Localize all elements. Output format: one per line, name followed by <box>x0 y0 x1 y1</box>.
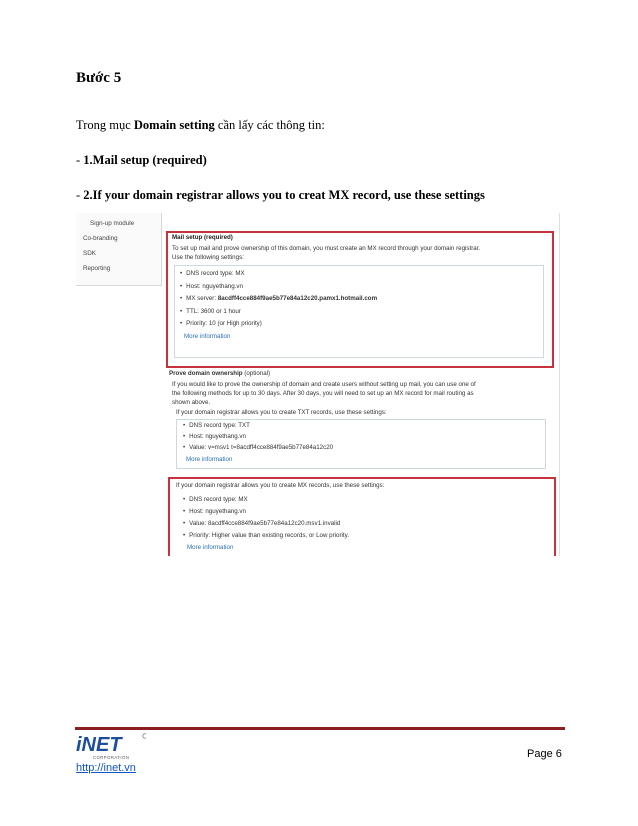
inet-logo-graphic <box>76 732 146 762</box>
txt-intro: If your domain registrar allows you to create TXT records, use these settings: <box>176 409 387 416</box>
mail-setup-item: • DNS record type: MX <box>180 270 245 277</box>
txt-item: • Host: nguyethang.vn <box>183 433 246 440</box>
intro-after: cần lấy các thông tin: <box>214 118 325 132</box>
step-heading: Bước 5 <box>76 70 122 86</box>
item-2 <box>76 188 485 203</box>
mx-item: • Priority: Higher value than existing records, or Low priority. <box>183 532 349 539</box>
mx-item: • Host: nguyethang.vn <box>183 508 246 515</box>
mx-item: • DNS record type: MX <box>183 496 248 503</box>
item-1-text: 1.Mail setup (required) <box>83 153 207 167</box>
item-1-dash: - <box>76 153 84 167</box>
prove-desc-2: the following methods for up to 30 days. After 30 days, you will need to set up an MX record for mail routing as <box>172 390 474 397</box>
item-2-text: 2.If your domain registrar allows you to creat MX record, use these settings <box>83 188 485 202</box>
footer-url-link[interactable]: http://inet.vn <box>76 762 136 774</box>
domain-settings-screenshot <box>76 213 560 556</box>
prove-optional: (optional) <box>242 370 271 377</box>
mx-more-info-link[interactable]: More information <box>187 544 234 551</box>
mail-setup-item: • Host: nguyethang.vn <box>180 283 243 290</box>
mail-setup-item: • MX server: <box>180 295 218 302</box>
mail-setup-title: Mail setup (required) <box>172 234 233 241</box>
sidebar-item-sdk[interactable]: SDK <box>83 250 96 257</box>
logo-text: iNET <box>76 734 122 756</box>
mail-setup-desc-2: Use the following settings: <box>172 254 244 261</box>
prove-title-line <box>169 370 270 377</box>
inet-logo <box>76 732 146 762</box>
mail-setup-more-info-link[interactable]: More information <box>184 333 231 340</box>
intro-line <box>76 118 325 133</box>
item-1 <box>76 153 207 168</box>
mx-intro: If your domain registrar allows you to create MX records, use these settings: <box>176 482 385 489</box>
mx-server-value: 8acdff4cce884f9ae5b77e84a12c20.pamx1.hotmail.com <box>217 295 378 302</box>
mail-setup-mx-line <box>180 295 377 302</box>
mx-item: • Value: 8acdff4cce884f9ae5b77e84a12c20.msv1.invalid <box>183 520 340 527</box>
intro-before: Trong mục <box>76 118 134 132</box>
page-number: Page 6 <box>527 748 562 760</box>
prove-desc-1: If you would like to prove the ownership of domain and create users without setting up mail, you can use one of <box>172 381 476 388</box>
intro-bold: Domain setting <box>133 118 215 132</box>
logo-subtext: CORPORATION <box>93 755 130 760</box>
sidebar-item-cobranding[interactable]: Co-branding <box>83 235 118 242</box>
prove-desc-3: shown above. <box>172 399 211 406</box>
mail-setup-item: • Priority: 10 (or High priority) <box>180 320 262 327</box>
prove-title: Prove domain ownership <box>169 370 243 377</box>
sidebar-item-signup[interactable]: Sign-up module <box>90 220 135 227</box>
txt-item: • DNS record type: TXT <box>183 422 250 429</box>
txt-more-info-link[interactable]: More information <box>186 456 233 463</box>
mail-setup-item: • TTL: 3600 or 1 hour <box>180 308 241 315</box>
txt-item: • Value: v=msv1 t=8acdff4cce884f9ae5b77e84a12c20 <box>183 444 333 451</box>
sidebar <box>76 213 162 286</box>
sidebar-item-reporting[interactable]: Reporting <box>83 265 111 272</box>
footer-divider <box>75 727 565 730</box>
item-2-dash: - <box>76 188 84 202</box>
mail-setup-desc-1: To set up mail and prove ownership of this domain, you must create an MX record through your domain registrar. <box>172 245 481 252</box>
